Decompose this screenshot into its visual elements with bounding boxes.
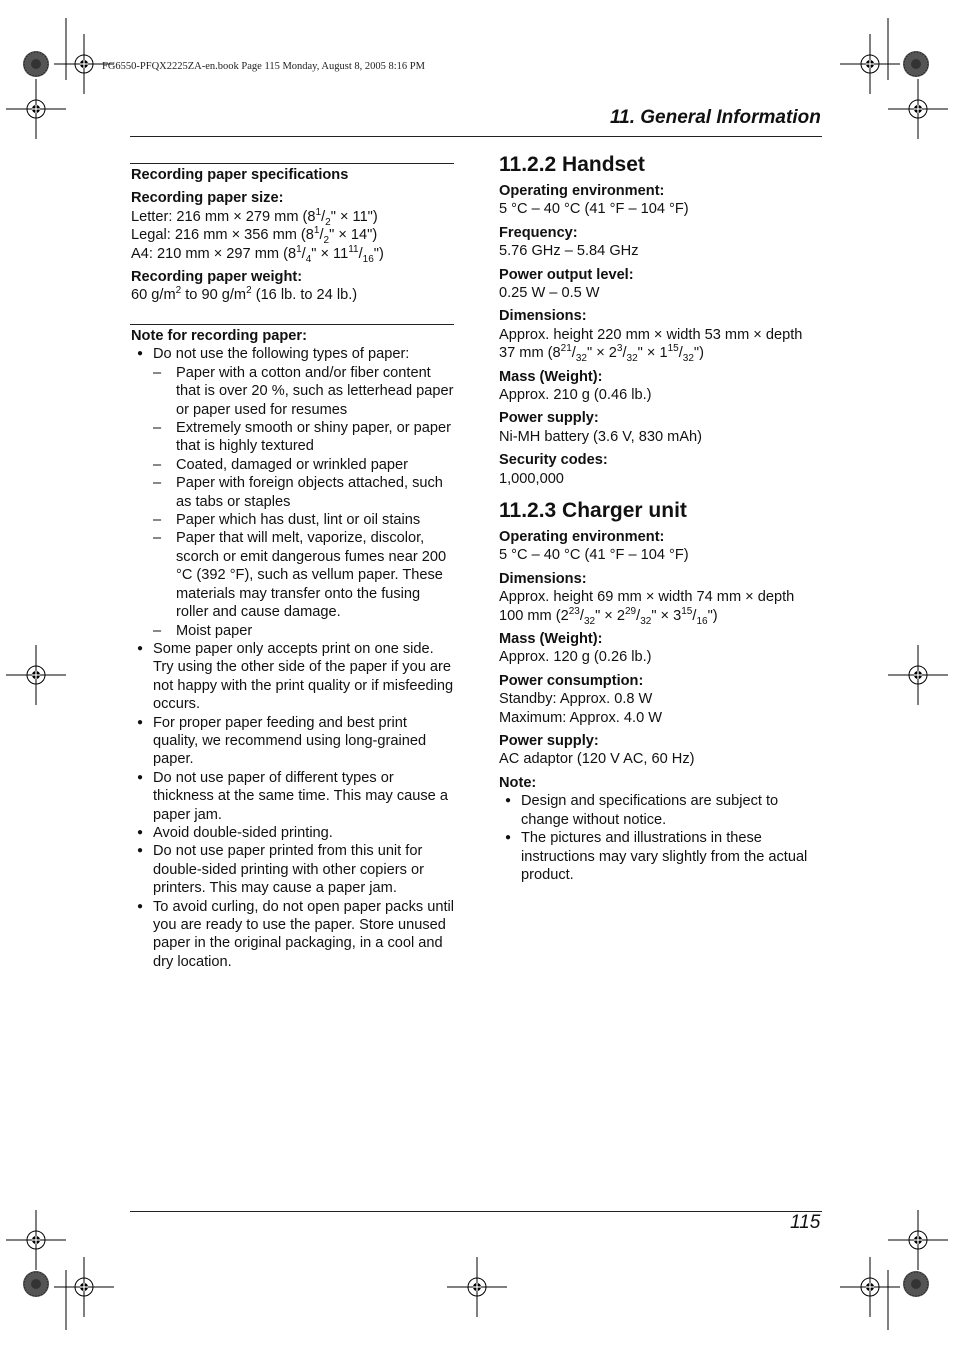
list-item: ● The pictures and illustrations in these instructions may vary slightly from the actual product. — [499, 829, 829, 884]
handset-power-label: Power output level: — [499, 266, 634, 283]
charger-env-label: Operating environment: — [499, 529, 665, 545]
list-item: – Coated, damaged or wrinkled paper — [153, 456, 455, 474]
handset-freq-value: 5.76 GHz – 5.84 GHz — [499, 243, 639, 260]
handset-dim-label: Dimensions: — [499, 308, 587, 325]
header-rule — [130, 136, 822, 137]
color-target-icon — [23, 51, 49, 77]
list-item: – Paper with foreign objects attached, such as tabs or staples — [153, 474, 455, 511]
crosshair-icon — [840, 1257, 900, 1317]
list-item: ● Do not use paper of different types or thickness at the same time. This may cause a paper jam. — [131, 769, 455, 824]
charger-note-label: Note: — [499, 774, 537, 791]
charger-supply-label: Power supply: — [499, 733, 599, 750]
list-item: ● Some paper only accepts print on one side. Try using the other side of the paper if you are not happy with the print quality or if misfeeding occurs. — [131, 640, 455, 714]
charger-consumption-label: Power consumption: — [499, 672, 644, 689]
list-item: – Paper which has dust, lint or oil stains — [153, 511, 455, 529]
crosshair-icon — [447, 1257, 507, 1317]
charger-env-value: 5 °C – 40 °C (41 °F – 104 °F) — [499, 547, 689, 564]
size-legal: Legal: 216 mm × 356 mm ($8^1/_2$" × 14") — [131, 225, 378, 247]
weight-value: 60 $g/m^2$ to 90 $g/m^2$ (16 lb. to 24 lb.) — [131, 285, 358, 304]
charger-note-list — [499, 792, 829, 884]
handset-security-label: Security codes: — [499, 452, 608, 469]
left-column — [131, 166, 455, 305]
charger-dim-label: Dimensions: — [499, 570, 587, 587]
crosshair-icon — [888, 79, 948, 139]
list-item: ● Avoid double-sided printing. — [131, 824, 455, 842]
list-item: – Paper with a cotton and/or fiber content that is over 20 %, such as letterhead paper or paper used for resumes — [153, 364, 455, 419]
note-title: Note for recording paper: — [131, 328, 307, 344]
charger-section — [499, 498, 829, 884]
note-list — [131, 345, 455, 971]
charger-consumption-max: Maximum: Approx. 4.0 W — [499, 709, 663, 726]
handset-supply-value: Ni-MH battery (3.6 V, 830 mAh) — [499, 428, 703, 445]
crosshair-icon — [6, 1210, 66, 1270]
charger-mass-value: Approx. 120 g (0.26 lb.) — [499, 649, 652, 666]
charger-mass-label: Mass (Weight): — [499, 631, 603, 648]
note-rule — [130, 324, 454, 325]
handset-env-label: Operating environment: — [499, 183, 665, 199]
handset-section — [499, 152, 829, 488]
note-column — [131, 327, 455, 971]
list-item: ● Do not use the following types of paper: – Paper with a cotton and/or fiber content that is over 20 %, such as letterhead paper or paper used for resumes – Extremely smooth or shiny paper, or paper that is highly textured – Coated, damaged or wrinkled paper – Paper with foreign objects attached, such as tabs or staples – Paper which has dust, lint or oil stains – Paper that will melt, vaporize, discolor, scorch or emit dangerous fumes near 200 °C (392 °F), such as vellum paper. These materials may transfer onto the fusing roller and cause damage. – Moist paper — [131, 345, 455, 640]
list-item: – Paper that will melt, vaporize, discolor, scorch or emit dangerous fumes near 200 °C (392 °F), such as vellum paper. These materials may transfer onto the fusing roller and cause damage. — [153, 529, 455, 621]
crosshair-icon — [6, 79, 66, 139]
crosshair-icon — [54, 1257, 114, 1317]
handset-dim-value-2: 37 mm ($8^{21}/_{32}$" × $2^3/_{32}$" × $1^{15}/_{32}$") — [499, 343, 704, 365]
size-letter: Letter: 216 mm × 279 mm ($8^1/_2$" × 11") — [131, 206, 378, 228]
file-info: FG6550-PFQX2225ZA-en.book Page 115 Monday, August 8, 2005 8:16 PM — [102, 61, 425, 72]
list-item: – Extremely smooth or shiny paper, or paper that is highly textured — [153, 419, 455, 456]
list-item: ● Do not use paper printed from this unit for double-sided printing with other copiers or printers. This may cause a paper jam. — [131, 842, 455, 897]
handset-title: 11.2.2 Handset — [499, 153, 645, 176]
color-target-icon — [903, 51, 929, 77]
page-number: 115 — [790, 1212, 821, 1233]
handset-mass-label: Mass (Weight): — [499, 368, 603, 385]
crosshair-icon — [888, 1210, 948, 1270]
footer-rule — [130, 1211, 822, 1212]
charger-title: 11.2.3 Charger unit — [499, 499, 687, 522]
handset-freq-label: Frequency: — [499, 224, 578, 241]
weight-label: Recording paper weight: — [131, 269, 303, 286]
list-item: ● To avoid curling, do not open paper packs until you are ready to use the paper. Store unused paper in the original packaging, in a cool and dry location. — [131, 898, 455, 972]
handset-security-value: 1,000,000 — [499, 470, 564, 487]
charger-consumption-standby: Standby: Approx. 0.8 W — [499, 691, 653, 708]
list-item: ● For proper paper feeding and best print quality, we recommend using long-grained paper. — [131, 714, 455, 769]
size-label: Recording paper size: — [131, 190, 284, 207]
color-target-icon — [903, 1271, 929, 1297]
charger-dim-value: Approx. height 69 mm × width 74 mm × depth — [499, 589, 795, 606]
size-a4: A4: 210 mm × 297 mm ($8^1/_4$" × $11^{11}/_{16}$") — [131, 243, 384, 265]
crosshair-icon — [888, 645, 948, 705]
section-title: Recording paper specifications — [131, 167, 349, 183]
handset-dim-value: Approx. height 220 mm × width 53 mm × depth — [499, 326, 803, 343]
charger-supply-value: AC adaptor (120 V AC, 60 Hz) — [499, 751, 695, 768]
handset-power-value: 0.25 W – 0.5 W — [499, 285, 600, 302]
section-rule — [130, 163, 454, 164]
page-header: 11. General Information — [610, 107, 821, 128]
crosshair-icon — [6, 645, 66, 705]
handset-mass-value: Approx. 210 g (0.46 lb.) — [499, 387, 652, 404]
handset-supply-label: Power supply: — [499, 410, 599, 427]
dash-list — [153, 364, 455, 640]
crosshair-icon — [840, 34, 900, 94]
color-target-icon — [23, 1271, 49, 1297]
list-item: – Moist paper — [153, 622, 455, 640]
handset-env-value: 5 °C – 40 °C (41 °F – 104 °F) — [499, 201, 689, 218]
charger-dim-value-2: 100 mm ($2^{23}/_{32}$" × $2^{29}/_{32}$" × $3^{15}/_{16}$") — [499, 605, 718, 627]
list-item: ● Design and specifications are subject to change without notice. — [499, 792, 829, 829]
